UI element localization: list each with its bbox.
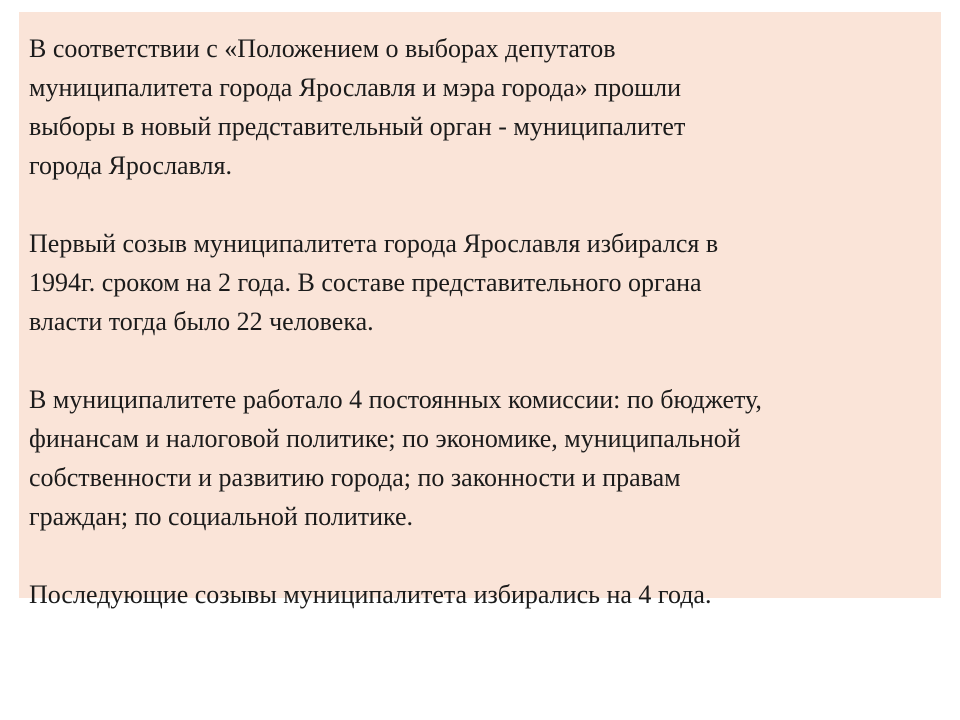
paragraph-commissions: В муниципалитете работало 4 постоянных комиссии: по бюджету, финансам и налоговой политике; по экономике, муниципальной собственности и развитию города; по законности и правам граждан; по социальной политике. (29, 385, 762, 531)
paragraph-first-convocation: Первый созыв муниципалитета города Ярославля избирался в 1994г. сроком на 2 года. В составе представительного органа власти тогда было 22 человека. (29, 229, 719, 336)
paragraph-spacer (29, 341, 941, 380)
paragraph-spacer (29, 536, 941, 575)
paragraph-spacer (29, 185, 941, 224)
paragraph-elections: В соответствии с «Положением о выборах депутатов муниципалитета города Ярославля и мэра города» прошли выборы в новый представительный орган - муниципалитет города Ярославля. (29, 34, 686, 180)
paragraph-later-convocations: Последующие созывы муниципалитета избирались на 4 года. (29, 580, 712, 609)
slide-text-box (19, 12, 941, 609)
